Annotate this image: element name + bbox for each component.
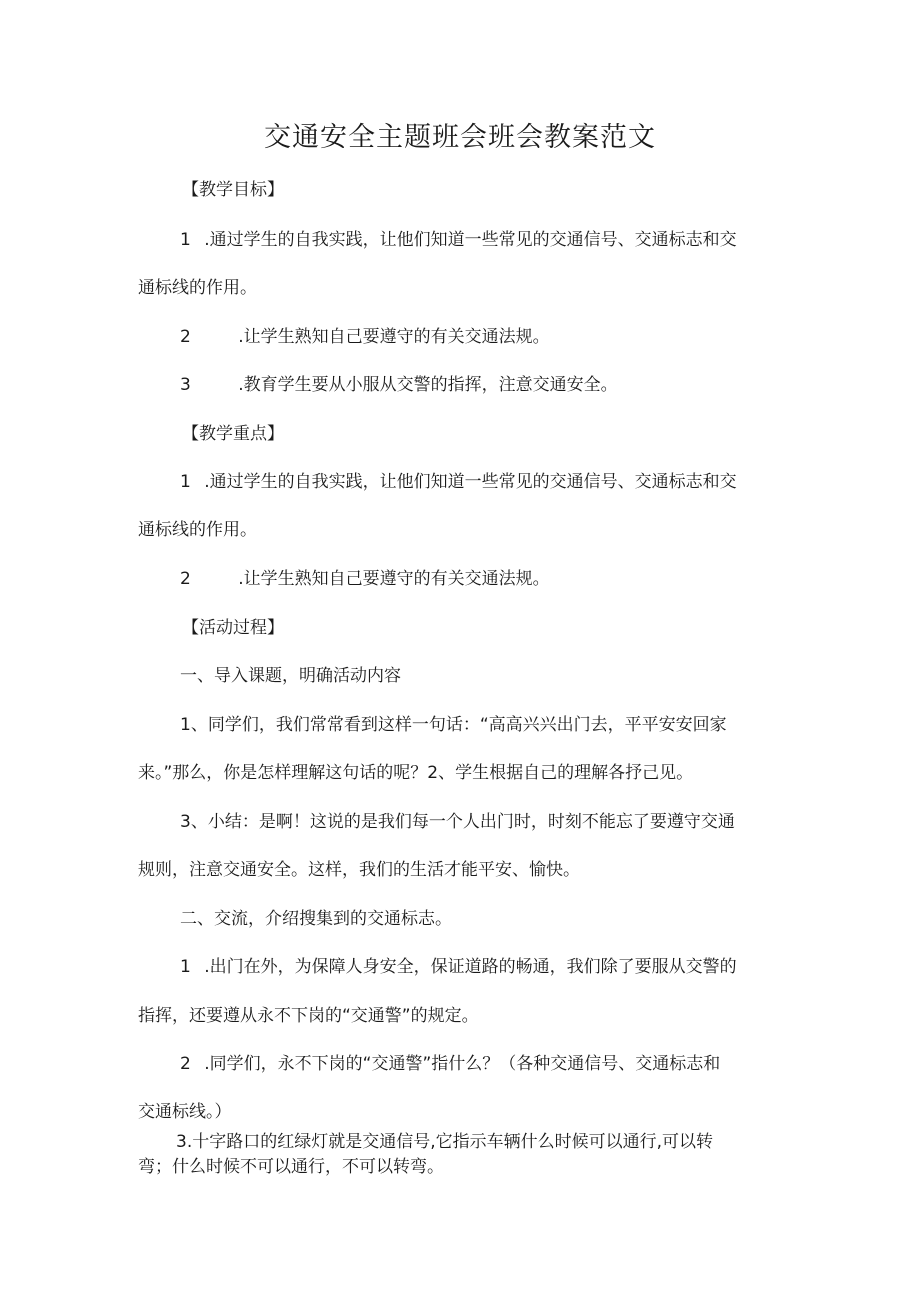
goal-2 bbox=[180, 325, 550, 349]
part2-item1-text: .出门在外，为保障人身安全，保证道路的畅通，我们除了要服从交警的 bbox=[204, 957, 737, 977]
goal-3-number: 3 bbox=[180, 375, 191, 395]
focus-1-line1 bbox=[180, 470, 737, 494]
part2-item1-number: 1 bbox=[180, 957, 191, 977]
goal-2-text: .让学生熟知自己要遵守的有关交通法规。 bbox=[238, 327, 550, 347]
focus-1-number: 1 bbox=[180, 472, 191, 492]
goal-1-text: .通过学生的自我实践，让他们知道一些常见的交通信号、交通标志和交 bbox=[204, 230, 737, 250]
goal-1-number: 1 bbox=[180, 230, 191, 250]
part1-item1-line1: 1、同学们，我们常常看到这样一句话：“高高兴兴出门去，平平安安回家 bbox=[180, 715, 727, 735]
part2-item1-line1 bbox=[180, 955, 737, 979]
goal-3 bbox=[180, 373, 618, 397]
part1-item3-line2: 规则，注意交通安全。这样，我们的生活才能平安、愉快。 bbox=[138, 860, 580, 880]
document-title: 交通安全主题班会班会教案范文 bbox=[264, 122, 656, 153]
part2-item2-line1 bbox=[180, 1052, 720, 1076]
part2-heading: 二、交流，介绍搜集到的交通标志。 bbox=[180, 909, 452, 929]
goal-1-line2: 通标线的作用。 bbox=[138, 278, 257, 298]
part2-item3-line2: 弯；什么时候不可以通行，不可以转弯。 bbox=[138, 1157, 444, 1177]
part1-item3-line1: 3、小结：是啊！这说的是我们每一个人出门时，时刻不能忘了要遵守交通 bbox=[180, 812, 735, 832]
part1-item1-line2: 来。”那么，你是怎样理解这句话的呢？2、学生根据自己的理解各抒己见。 bbox=[138, 763, 694, 783]
focus-1-line2: 通标线的作用。 bbox=[138, 520, 257, 540]
part2-item3-line1: 3.十字路口的红绿灯就是交通信号,它指示车辆什么时候可以通行,可以转 bbox=[176, 1132, 714, 1152]
focus-2 bbox=[180, 567, 550, 591]
part2-item2-number: 2 bbox=[180, 1054, 191, 1074]
part2-item2-text: .同学们，永不下岗的“交通警”指什么？（各种交通信号、交通标志和 bbox=[204, 1054, 721, 1074]
focus-1-text: .通过学生的自我实践，让他们知道一些常见的交通信号、交通标志和交 bbox=[204, 472, 737, 492]
part2-item2-line2: 交通标线。） bbox=[138, 1102, 232, 1122]
goal-3-text: .教育学生要从小服从交警的指挥，注意交通安全。 bbox=[238, 375, 618, 395]
goals-heading: 【教学目标】 bbox=[182, 180, 284, 200]
part1-heading: 一、导入课题，明确活动内容 bbox=[180, 666, 401, 686]
focus-2-text: .让学生熟知自己要遵守的有关交通法规。 bbox=[238, 569, 550, 589]
goal-2-number: 2 bbox=[180, 327, 191, 347]
focus-2-number: 2 bbox=[180, 569, 191, 589]
process-heading: 【活动过程】 bbox=[182, 618, 284, 638]
goal-1-line1 bbox=[180, 228, 737, 252]
part2-item1-line2: 指挥，还要遵从永不下岗的“交通警”的规定。 bbox=[138, 1006, 479, 1026]
focus-heading: 【教学重点】 bbox=[182, 424, 284, 444]
